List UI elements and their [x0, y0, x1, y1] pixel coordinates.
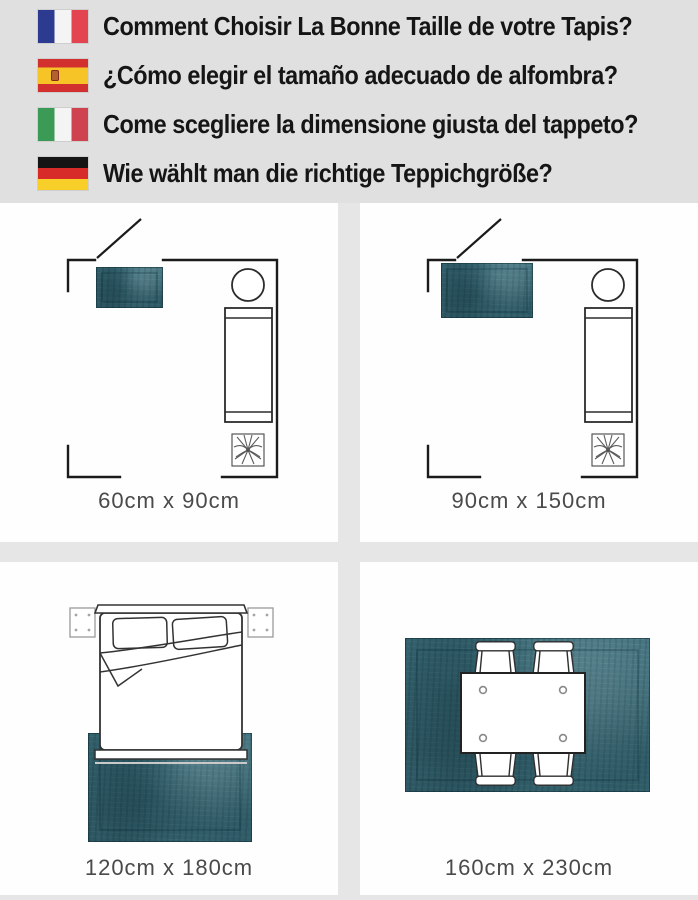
rug-size-label: 90cm x 150cm: [451, 488, 607, 513]
pillows: [113, 616, 228, 649]
rug-160x230: [405, 638, 650, 792]
germany-flag-icon: [38, 157, 88, 190]
header-title-spanish: ¿Cómo elegir el tamaño adecuado de alfombra?: [103, 60, 618, 90]
door-swing-line: [97, 219, 141, 258]
panel-living-room-medium-rug: [360, 203, 698, 542]
italy-flag-icon: [38, 108, 88, 141]
panel-living-room-small-rug: [0, 203, 338, 542]
header-title-french: Comment Choisir La Bonne Taille de votre Tapis?: [103, 11, 633, 41]
rug-size-label: 160cm x 230cm: [444, 855, 614, 880]
rug-120x180: [88, 733, 252, 842]
bedroom-top-view: [0, 562, 338, 895]
header-row-french: [0, 2, 698, 51]
spain-crest-icon: [51, 70, 59, 81]
spain-flag-icon: [38, 59, 88, 92]
potted-plant-icon: [232, 434, 264, 466]
rug-90x150: [441, 263, 533, 318]
sofa-icon: [225, 308, 272, 422]
header-row-spanish: [0, 51, 698, 100]
potted-plant-icon: [592, 434, 624, 466]
nightstand-left: [70, 608, 95, 637]
language-header: [0, 0, 698, 203]
side-table-icon: [232, 269, 264, 301]
rug-60x90: [96, 267, 163, 308]
rug-size-label: 60cm x 90cm: [98, 488, 240, 513]
door-swing-line: [457, 219, 501, 258]
rug-size-label: 120cm x 180cm: [84, 855, 254, 880]
header-title-italian: Come scegliere la dimensione giusta del tappeto?: [103, 109, 638, 139]
side-table-icon: [592, 269, 624, 301]
header-title-german: Wie wählt man die richtige Teppichgröße?: [103, 158, 553, 188]
header-row-german: [0, 149, 698, 198]
duvet-fold-lines: [100, 632, 242, 686]
header-row-italian: [0, 100, 698, 149]
sofa-icon: [585, 308, 632, 422]
france-flag-icon: [38, 10, 88, 43]
panel-bedroom-rug: [0, 562, 338, 895]
headboard: [95, 605, 247, 613]
nightstand-right: [248, 608, 273, 637]
panel-dining-room-rug: [360, 562, 698, 895]
